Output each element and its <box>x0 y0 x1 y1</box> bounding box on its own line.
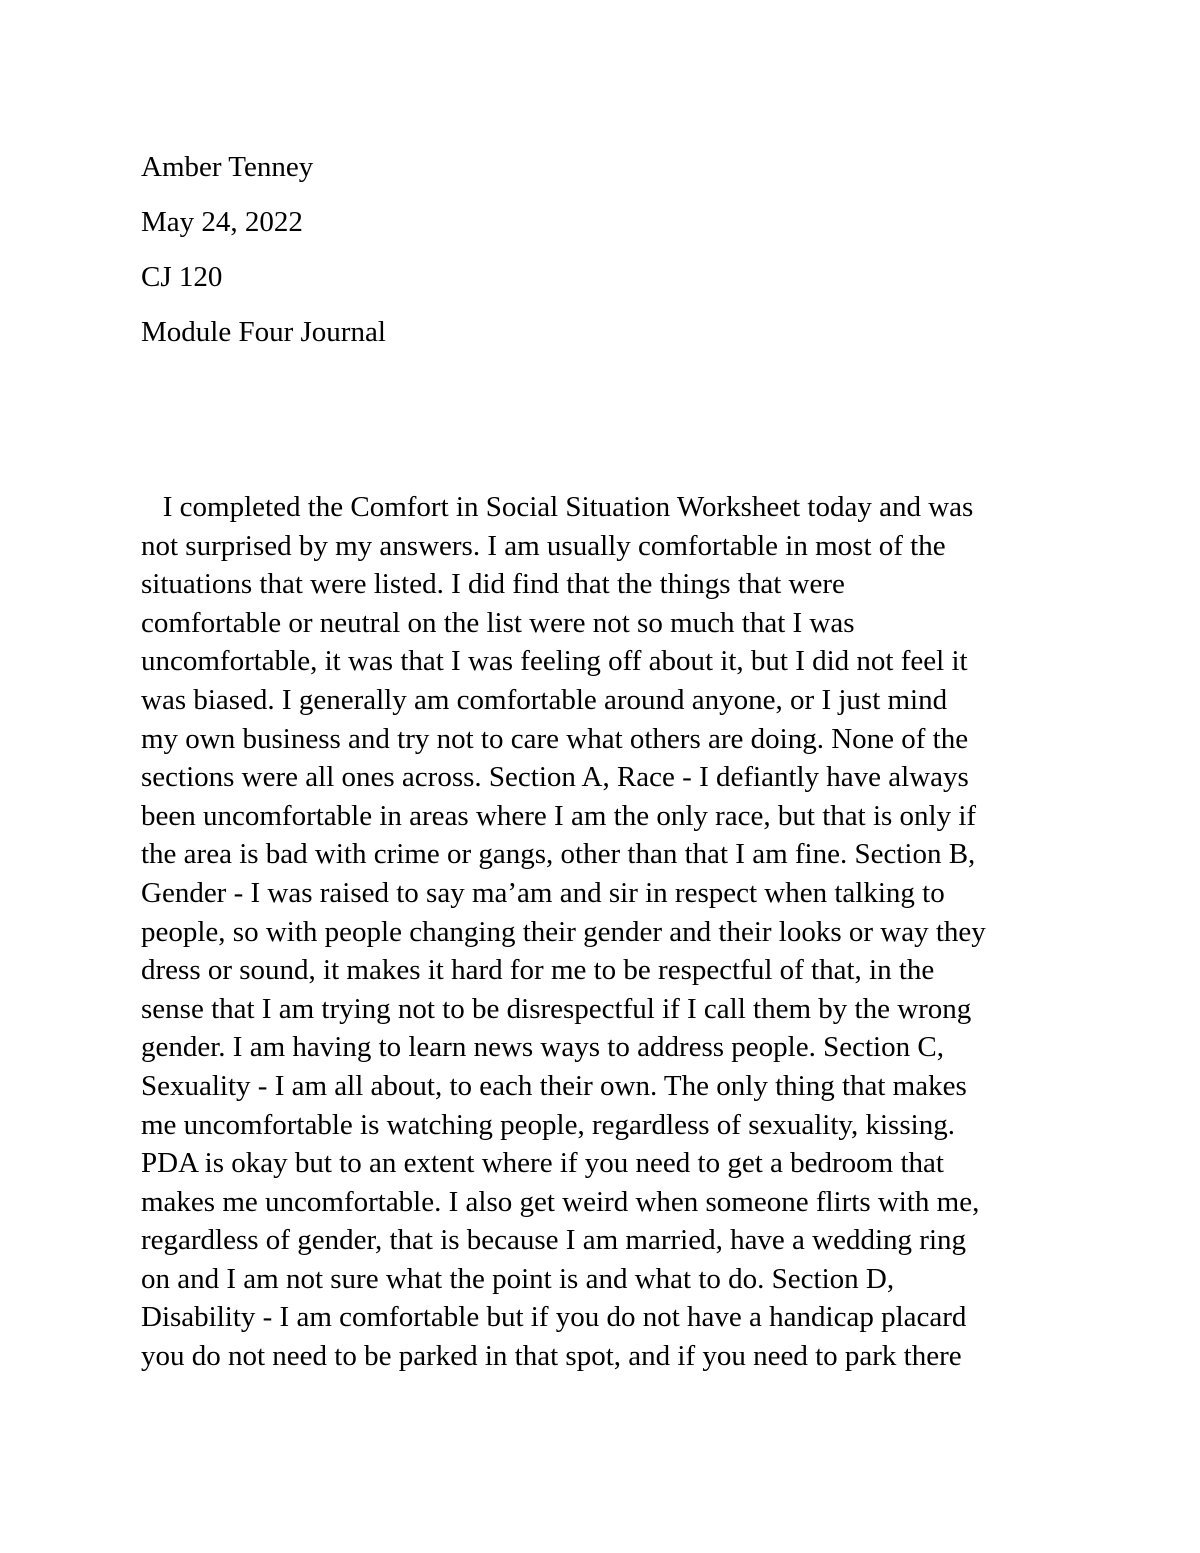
body-text-line: sense that I am trying not to be disrespectful if I call them by the wrong <box>141 992 972 1025</box>
course-code: CJ 120 <box>141 261 223 293</box>
body-text-line: on and I am not sure what the point is and what to do. Section D, <box>141 1262 895 1295</box>
body-text-line: Sexuality - I am all about, to each their own. The only thing that makes <box>141 1069 967 1102</box>
body-text-line: not surprised by my answers. I am usually comfortable in most of the <box>141 529 946 562</box>
body-text-line: Gender - I was raised to say ma’am and sir in respect when talking to <box>141 876 945 909</box>
body-text-line: you do not need to be parked in that spot, and if you need to park there <box>141 1340 962 1373</box>
body-text-line: been uncomfortable in areas where I am the only race, but that is only if <box>141 799 977 832</box>
body-text-line: sections were all ones across. Section A, Race - I defiantly have always <box>141 761 969 794</box>
body-text-line: situations that were listed. I did find that the things that were <box>141 568 845 601</box>
body-text-line: was biased. I generally am comfortable around anyone, or I just mind <box>141 683 948 716</box>
assignment-title: Module Four Journal <box>141 316 386 348</box>
body-text-line: my own business and try not to care what others are doing. None of the <box>141 722 969 755</box>
document-header <box>141 140 1081 360</box>
document-date: May 24, 2022 <box>141 206 303 238</box>
journal-body <box>141 488 1081 1376</box>
body-text-line: makes me uncomfortable. I also get weird when someone flirts with me, <box>141 1185 980 1218</box>
author-name: Amber Tenney <box>141 151 314 183</box>
body-text-line: I completed the Comfort in Social Situation Worksheet today and was <box>141 491 974 523</box>
body-text-line: the area is bad with crime or gangs, other than that I am fine. Section B, <box>141 838 976 871</box>
body-text-line: PDA is okay but to an extent where if you need to get a bedroom that <box>141 1147 944 1180</box>
body-text-line: Disability - I am comfortable but if you do not have a handicap placard <box>141 1301 967 1334</box>
body-text-line: comfortable or neutral on the list were not so much that I was <box>141 606 855 639</box>
body-text-line: me uncomfortable is watching people, regardless of sexuality, kissing. <box>141 1108 955 1141</box>
body-text-line: dress or sound, it makes it hard for me to be respectful of that, in the <box>141 954 935 987</box>
body-text-line: uncomfortable, it was that I was feeling off about it, but I did not feel it <box>141 645 968 678</box>
body-text-line: regardless of gender, that is because I am married, have a wedding ring <box>141 1224 967 1257</box>
body-text-line: people, so with people changing their gender and their looks or way they <box>141 915 986 948</box>
body-text-line: gender. I am having to learn news ways to address people. Section C, <box>141 1031 944 1064</box>
